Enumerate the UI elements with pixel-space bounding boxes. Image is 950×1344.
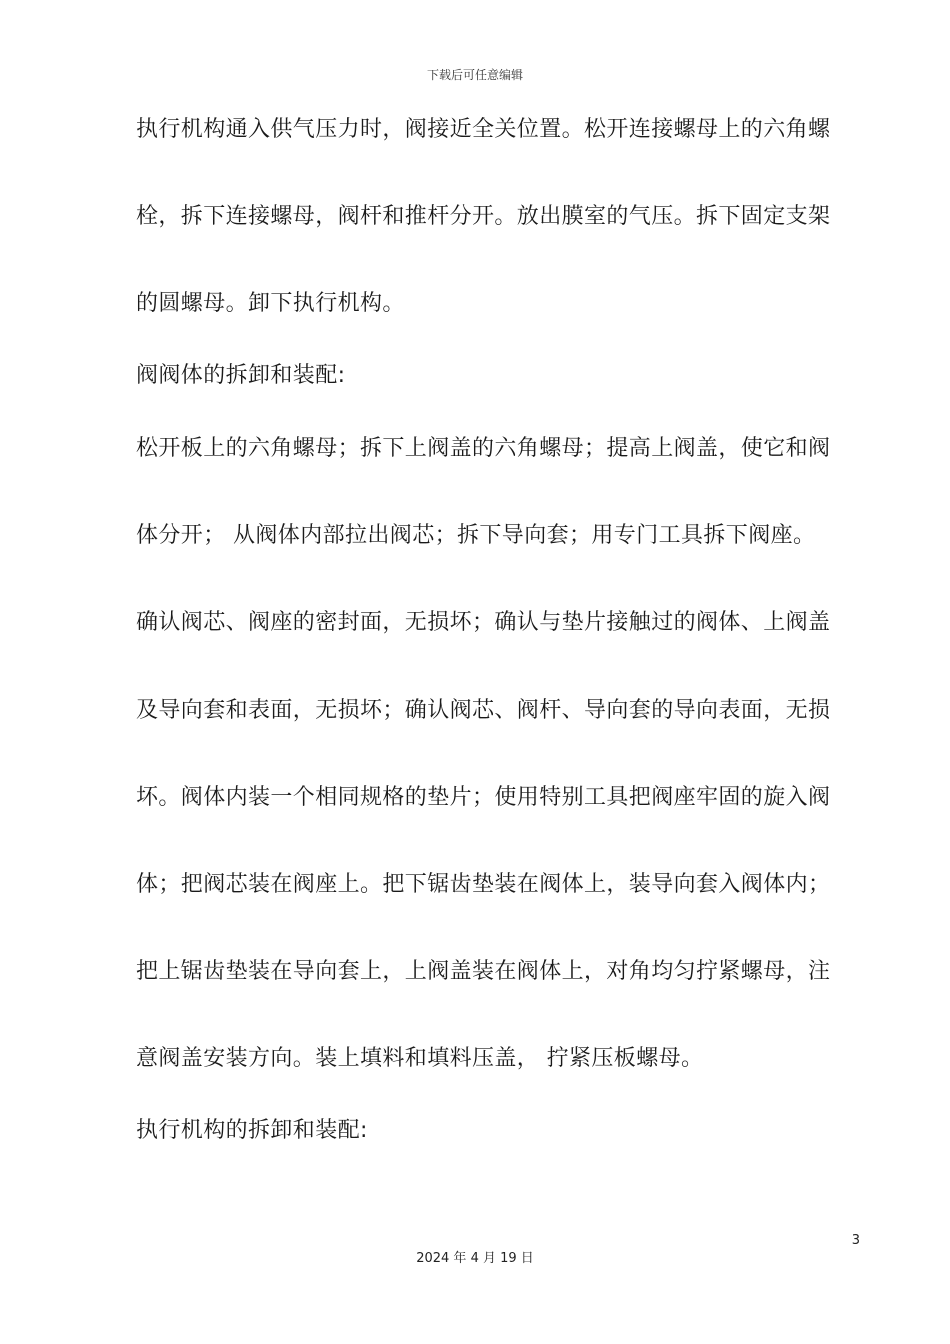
body-line-9: 坏。阀体内装一个相同规格的垫片；使用特别工具把阀座牢固的旋入阀	[136, 785, 831, 810]
page-header: 下载后可任意编辑	[426, 68, 523, 82]
body-line-8: 及导向套和表面，无损坏；确认阀芯、阀杆、导向套的导向表面，无损	[136, 698, 831, 723]
body-line-5: 松开板上的六角螺母；拆下上阀盖的六角螺母；提高上阀盖，使它和阀	[136, 436, 831, 461]
body-line-10: 体；把阀芯装在阀座上。把下锯齿垫装在阀体上，装导向套入阀体内；	[136, 872, 831, 897]
body-line-7: 确认阀芯、阀座的密封面，无损坏；确认与垫片接触过的阀体、上阀盖	[136, 610, 831, 635]
body-line-12: 意阀盖安装方向。装上填料和填料压盖， 拧紧压板螺母。	[136, 1046, 704, 1071]
body-line-11: 把上锯齿垫装在导向套上，上阀盖装在阀体上，对角均匀拧紧螺母，注	[136, 959, 831, 984]
body-line-2: 栓，拆下连接螺母，阀杆和推杆分开。放出膜室的气压。拆下固定支架	[136, 204, 831, 229]
section-heading-actuator: 执行机构的拆卸和装配:	[136, 1118, 368, 1143]
body-line-6: 体分开； 从阀体内部拉出阀芯；拆下导向套；用专门工具拆下阀座。	[136, 523, 816, 548]
body-line-1: 执行机构通入供气压力时，阀接近全关位置。松开连接螺母上的六角螺	[136, 117, 831, 142]
section-heading-valve-body: 阀阀体的拆卸和装配:	[136, 363, 346, 388]
page-number: 3	[851, 1233, 860, 1248]
body-line-3: 的圆螺母。卸下执行机构。	[136, 291, 405, 316]
footer-date: 2024 年 4 月 19 日	[416, 1251, 534, 1266]
